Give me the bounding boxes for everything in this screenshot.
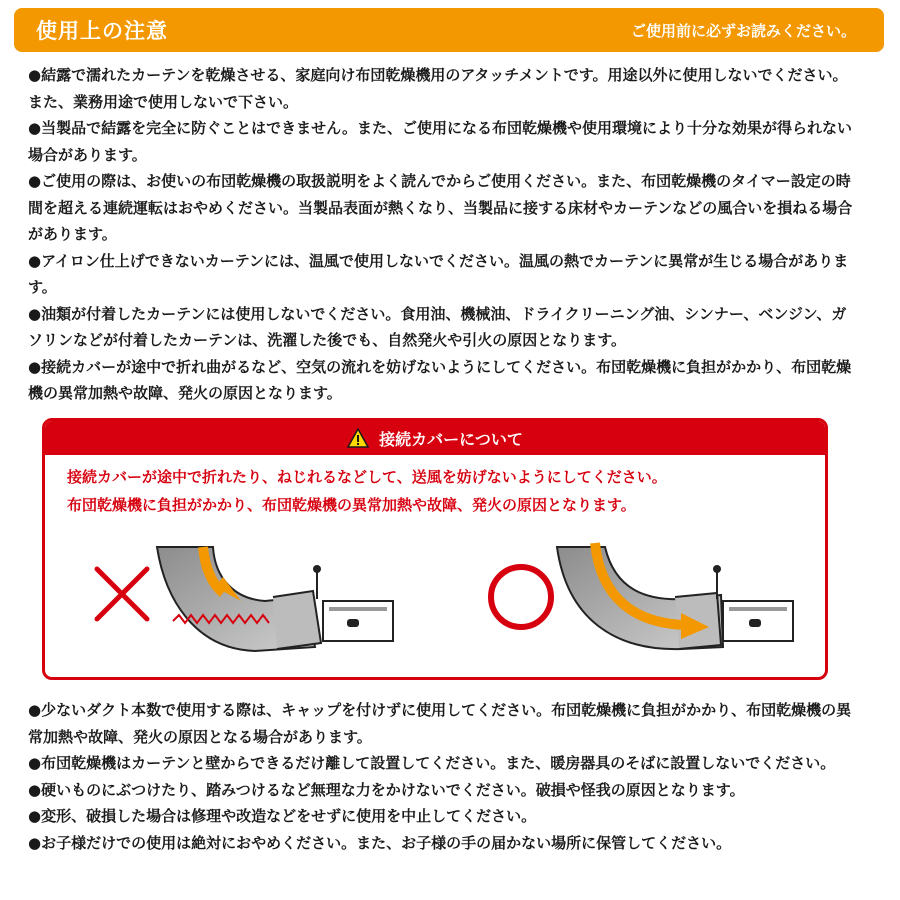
- note-item: ●油類が付着したカーテンには使用しないでください。食用油、機械油、ドライクリーニング油、シンナー、ベンジン、ガソリンなどが付着したカーテンは、洗濯した後でも、自然発火や引火の原因となります。: [28, 304, 847, 349]
- note-item: ●布団乾燥機はカーテンと壁からできるだけ離して設置してください。また、暖房器具のそばに設置しないでください。: [28, 754, 836, 772]
- note-item: ●少ないダクト本数で使用する際は、キャップを付けずに使用してください。布団乾燥機に負担がかかり、布団乾燥機の異常加熱や故障、発火の原因となる場合があります。: [28, 701, 852, 746]
- bad-example: [97, 547, 393, 651]
- note-item: ●接続カバーが途中で折れ曲がるなど、空気の流れを妨げないようにしてください。布団乾燥機に負担がかかり、布団乾燥機の異常加熱や故障、発火の原因となります。: [28, 357, 852, 402]
- note-item: ●ご使用の際は、お使いの布団乾燥機の取扱説明をよく読んでからご使用ください。また、布団乾燥機のタイマー設定の時間を超える連続運転はおやめください。当製品表面が熱くなり、当製品に接する床材やカーテンなどの風合いを損ねる場合があります。: [28, 172, 853, 243]
- pipe-line: [329, 607, 387, 611]
- note-item: ●硬いものにぶつけたり、踏みつけるなど無理な力をかけないでください。破損や怪我の原因となります。: [28, 780, 745, 799]
- warning-triangle-icon: [347, 428, 369, 448]
- caution-title: 接続カバーについて: [379, 429, 523, 449]
- section-subtitle: ご使用前に必ずお読みください。: [630, 21, 856, 40]
- good-mark: [491, 567, 551, 627]
- caution-text: [45, 455, 825, 519]
- clip-knob: [313, 565, 321, 573]
- note-item: ●結露で濡れたカーテンを乾燥させる、家庭向け布団乾燥機用のアタッチメントです。用途以外に使用しないでください。また、業務用途で使用しないで下さい。: [28, 66, 848, 111]
- pipe-line: [729, 607, 787, 611]
- note-item: ●アイロン仕上げできないカーテンには、温風で使用しないでください。温風の熱でカーテンに異常が生じる場合があります。: [28, 251, 849, 296]
- pipe-slot: [347, 619, 359, 627]
- bad-mark: [97, 569, 147, 619]
- clip-knob: [713, 565, 721, 573]
- caution-box: [42, 418, 828, 680]
- cover-illustration: [45, 539, 828, 679]
- notes-list-bottom: [28, 697, 858, 856]
- caution-line: 布団乾燥機に負担がかかり、布団乾燥機の異常加熱や故障、発火の原因となります。: [67, 496, 636, 514]
- notes-list-top: [28, 62, 858, 407]
- pipe-slot: [749, 619, 761, 627]
- section-title: 使用上の注意: [36, 19, 168, 43]
- good-example: [491, 543, 793, 649]
- note-item: ●当製品で結露を完全に防ぐことはできません。また、ご使用になる布団乾燥機や使用環境により十分な効果が得られない場合があります。: [28, 119, 852, 164]
- caution-header: [45, 421, 825, 455]
- caution-line: 接続カバーが途中で折れたり、ねじれるなどして、送風を妨げないようにしてください。: [67, 468, 667, 486]
- section-header: [14, 8, 884, 52]
- note-item: ●お子様だけでの使用は絶対におやめください。また、お子様の手の届かない場所に保管してください。: [28, 833, 732, 852]
- note-item: ●変形、破損した場合は修理や改造などをせずに使用を中止してください。: [28, 807, 537, 825]
- cover-end: [273, 591, 321, 649]
